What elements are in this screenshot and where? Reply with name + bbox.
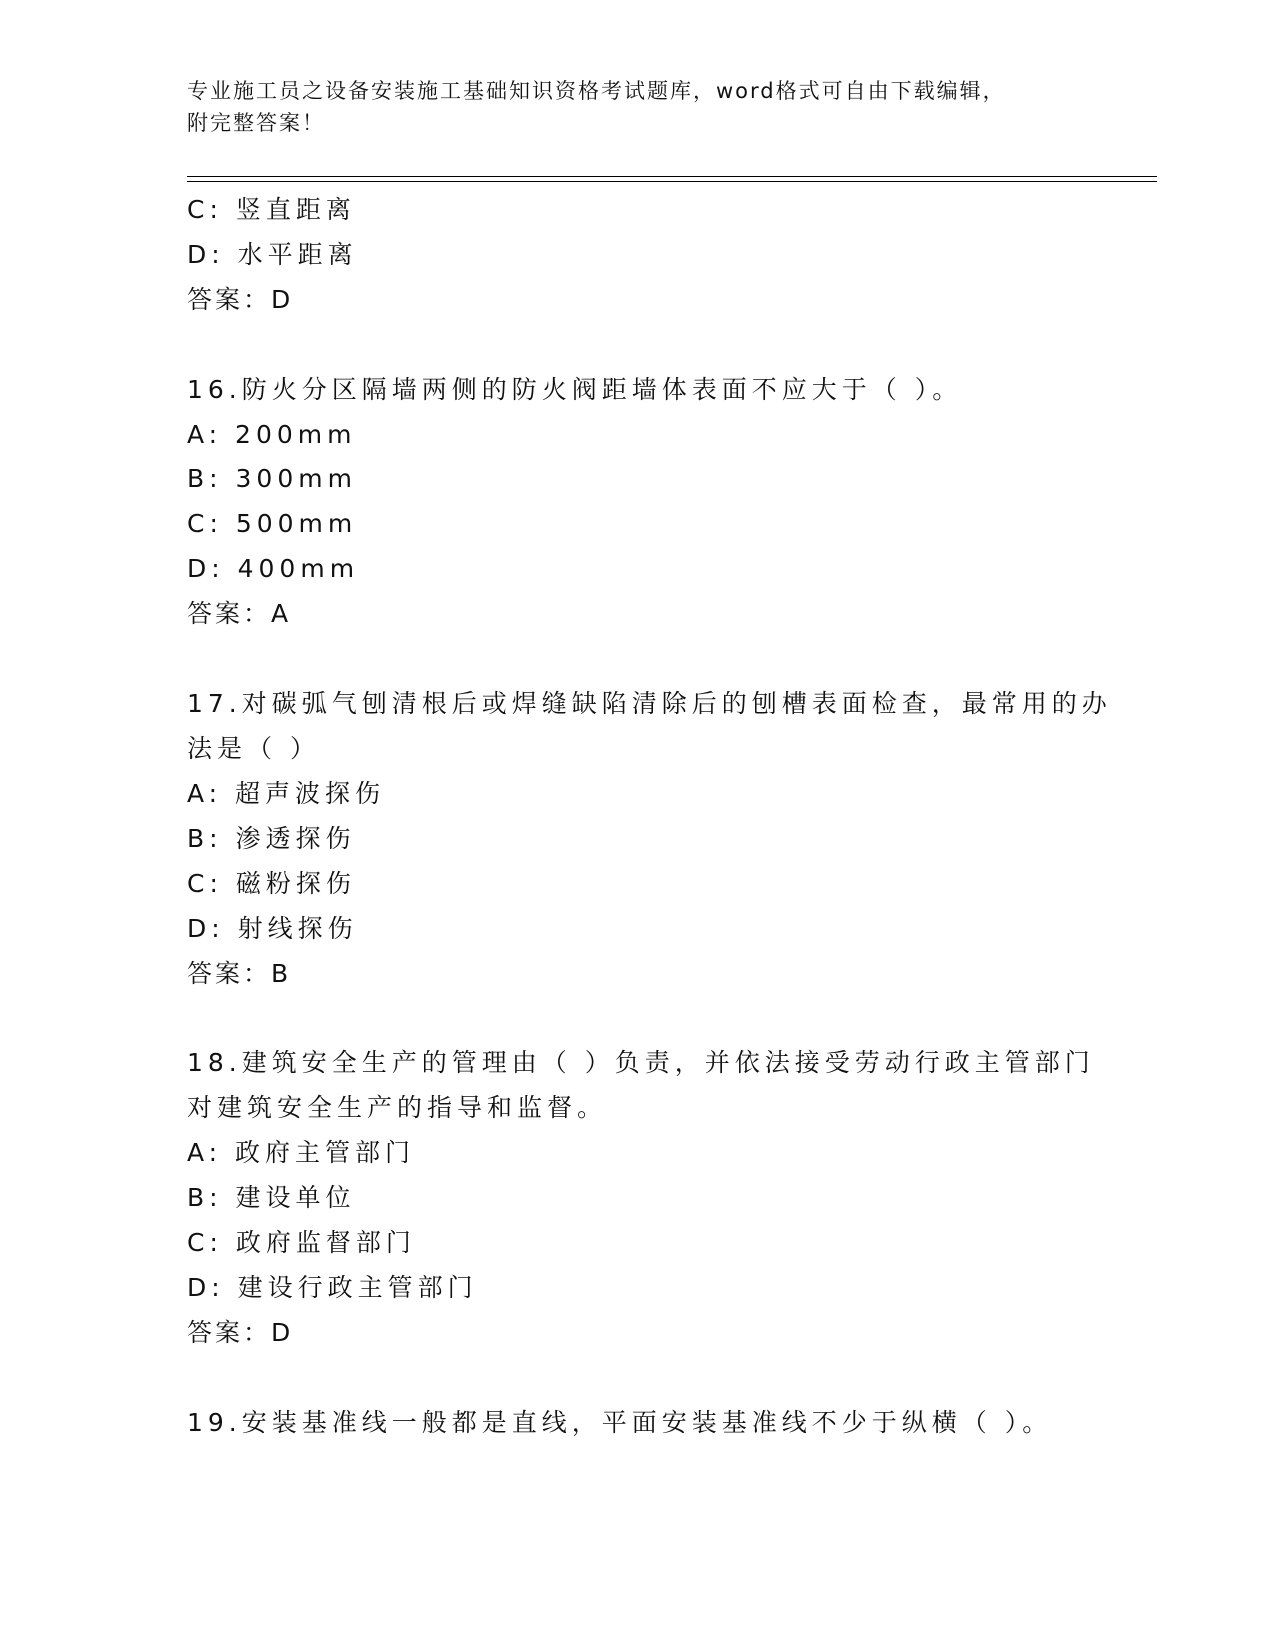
header-text-line-2: 附完整答案！ (187, 111, 325, 135)
option-line: D: 400mm (187, 554, 360, 583)
question-line: 对建筑安全生产的指导和监督。 (187, 1093, 608, 1122)
option-line: A: 超声波探伤 (187, 779, 386, 808)
question-line: 18.建筑安全生产的管理由（ ）负责，并依法接受劳动行政主管部门 (187, 1048, 1095, 1077)
question-line: 17.对碳弧气刨清根后或焊缝缺陷清除后的刨槽表面检查，最常用的办 (187, 689, 1112, 718)
answer-line: 答案：B (187, 959, 292, 988)
option-line: C: 500mm (187, 509, 358, 538)
option-line: A: 200mm (187, 420, 357, 449)
question-line: 法是（ ） (187, 734, 320, 763)
question-line: 19.安装基准线一般都是直线，平面安装基准线不少于纵横（ ）。 (187, 1408, 1053, 1437)
header-rule-bottom (187, 181, 1157, 182)
answer-line: 答案：D (187, 285, 294, 314)
header-text-line-1: 专业施工员之设备安装施工基础知识资格考试题库，word格式可自由下载编辑， (187, 79, 1006, 103)
option-line: D: 建设行政主管部门 (187, 1273, 478, 1302)
option-line: B: 渗透探伤 (187, 824, 356, 853)
answer-line: 答案：A (187, 599, 292, 628)
option-line: C: 竖直距离 (187, 195, 356, 224)
option-line: C: 政府监督部门 (187, 1228, 416, 1257)
option-line: D: 射线探伤 (187, 914, 358, 943)
option-line: C: 磁粉探伤 (187, 869, 356, 898)
header-rule-top (187, 176, 1157, 177)
option-line: D: 水平距离 (187, 240, 358, 269)
option-line: B: 建设单位 (187, 1183, 356, 1212)
answer-line: 答案：D (187, 1318, 294, 1347)
option-line: A: 政府主管部门 (187, 1138, 416, 1167)
option-line: B: 300mm (187, 464, 357, 493)
question-line: 16.防火分区隔墙两侧的防火阀距墙体表面不应大于（ ）。 (187, 375, 963, 404)
